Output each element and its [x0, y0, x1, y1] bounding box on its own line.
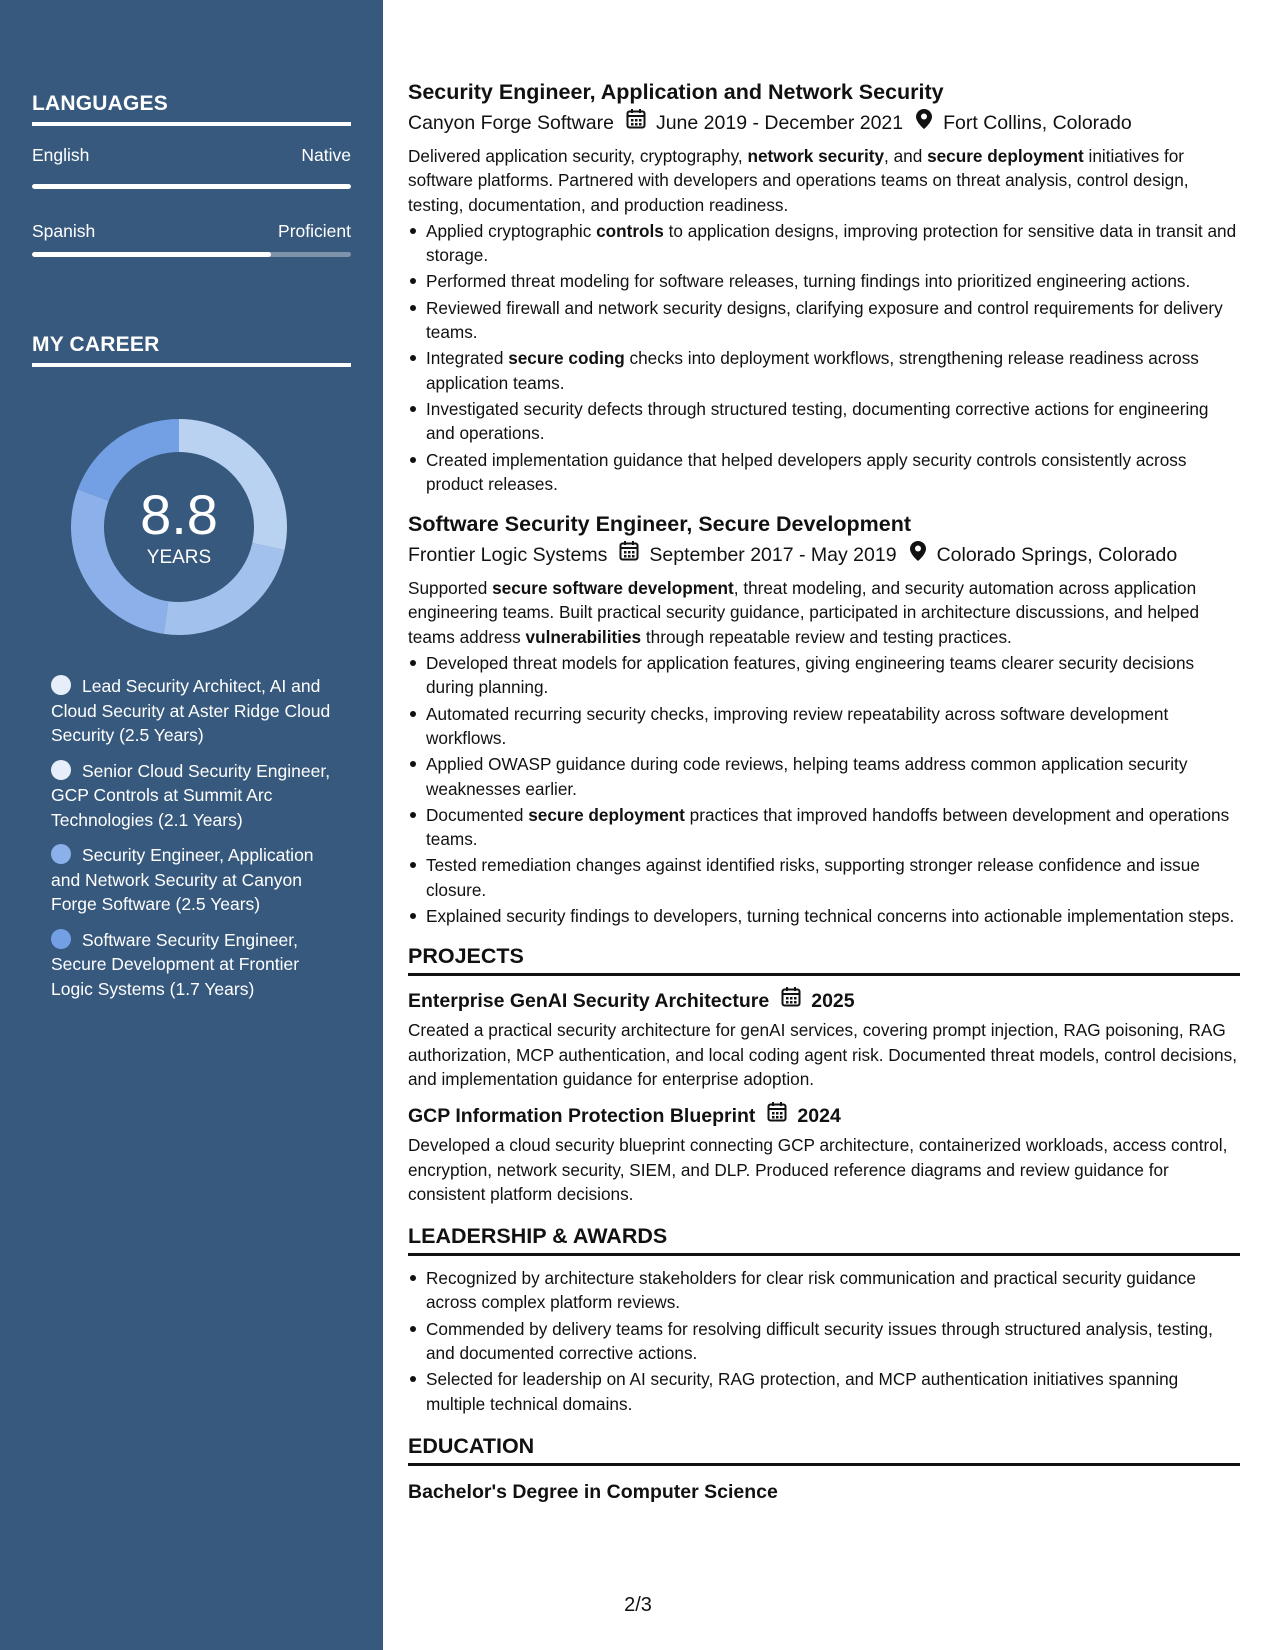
text-run: Supported: [408, 578, 493, 599]
text-run: , and: [884, 146, 928, 166]
career-donut-center: [66, 414, 292, 640]
career-list: [51, 674, 331, 1012]
list-item: Commended by delivery teams for resolving difficult security issues through structured analysis, testing, and documented corrective actions.: [408, 1317, 1240, 1366]
text-run: Developed threat models for application features, giving engineering teams clearer security decisions during planning.: [426, 653, 1195, 698]
projects-list: [408, 986, 1240, 1206]
text-run: Delivered application security, cryptography,: [408, 146, 748, 166]
map-pin-icon: [909, 540, 927, 570]
text-run: Tested remediation changes against identified risks, supporting stronger release confidence and issue closure.: [426, 855, 1200, 900]
project-entry: [408, 1101, 1240, 1206]
calendar-icon: [619, 540, 639, 570]
text-run: Investigated security defects through structured testing, documenting corrective actions for engineering and operations.: [426, 398, 1209, 444]
job-summary: [408, 144, 1240, 217]
job-bullets: [408, 219, 1240, 496]
company-name: Canyon Forge Software: [408, 112, 614, 134]
bold-keyword: secure coding: [508, 348, 625, 369]
career-item: [51, 928, 331, 1002]
list-item: [408, 904, 1240, 928]
job-entry: [408, 78, 1240, 496]
language-row-english: [32, 145, 351, 166]
career-item: [51, 843, 331, 917]
career-legend-dot: [51, 844, 71, 864]
job-entry: [408, 510, 1240, 928]
leadership-heading: LEADERSHIP & AWARDS: [408, 1224, 1240, 1256]
bold-keyword: vulnerabilities: [525, 626, 642, 647]
list-item: [408, 269, 1240, 293]
job-bullets: [408, 651, 1240, 928]
career-total-years: 8.8: [140, 483, 218, 546]
projects-heading: PROJECTS: [408, 944, 1240, 976]
language-level: Native: [301, 145, 351, 165]
career-item: [51, 674, 331, 748]
project-description: Created a practical security architecture for genAI services, covering prompt injection, RAG poisoning, RAG authorization, MCP authentication, and local coding agent risk. Documented threat models, control decisions, and implementation guidance for enterprise adoption.: [408, 1020, 1237, 1089]
text-run: to application designs, improving protection for sensitive data in transit and storage.: [426, 220, 1237, 266]
career-legend-dot: [51, 760, 71, 780]
calendar-icon: [781, 986, 801, 1016]
bold-keyword: secure software development: [492, 578, 734, 599]
list-item: [408, 853, 1240, 902]
career-item-text: Senior Cloud Security Engineer, GCP Controls at Summit Arc Technologies (2.1 Years): [51, 760, 331, 830]
job-title: Security Engineer, Application and Network Security: [408, 80, 944, 104]
language-row-spanish: [32, 221, 351, 242]
career-item: [51, 759, 331, 833]
list-item: [408, 702, 1240, 751]
education-degree: Bachelor's Degree in Computer Science: [408, 1480, 778, 1503]
list-item: [408, 448, 1240, 497]
languages-heading: LANGUAGES: [32, 92, 351, 126]
education-heading: EDUCATION: [408, 1434, 1240, 1466]
calendar-icon: [626, 108, 646, 138]
language-bar-spanish: [32, 252, 351, 257]
career-legend-dot: [51, 929, 71, 949]
company-name: Frontier Logic Systems: [408, 544, 608, 567]
text-run: Applied cryptographic: [426, 220, 597, 241]
sidebar: [0, 0, 383, 1650]
list-item: [408, 803, 1240, 852]
career-item-text: Software Security Engineer, Secure Development at Frontier Logic Systems (1.7 Years): [51, 929, 300, 999]
language-bar-fill: [32, 184, 351, 189]
text-run: Reviewed firewall and network security designs, clarifying exposure and control requirements for delivery teams.: [426, 297, 1223, 343]
leadership-list: [408, 1266, 1240, 1416]
language-level: Proficient: [278, 221, 351, 241]
project-header: [408, 1101, 1240, 1131]
experience-section: [408, 78, 1240, 928]
text-run: initiatives for software platforms. Partnered with developers and operations teams on threat analysis, control design, testing, documentation, and production readiness.: [408, 146, 1189, 215]
job-dates: September 2017 - May 2019: [649, 544, 897, 567]
map-pin-icon: [915, 108, 933, 138]
career-total-unit: YEARS: [146, 547, 212, 568]
job-location: Colorado Springs, Colorado: [936, 544, 1178, 567]
bold-keyword: secure deployment: [927, 146, 1084, 166]
list-item: [408, 219, 1240, 268]
career-item-text: Lead Security Architect, AI and Cloud Security at Aster Ridge Cloud Security (2.5 Years): [51, 676, 331, 745]
text-run: Documented: [426, 804, 529, 825]
text-run: Applied OWASP guidance during code reviews, helping teams address common application security weaknesses earlier.: [426, 754, 1188, 799]
text-run: Automated recurring security checks, improving review repeatability across software development workflows.: [426, 703, 1169, 748]
text-run: Performed threat modeling for software releases, turning findings into prioritized engineering actions.: [426, 271, 1191, 292]
text-run: Created implementation guidance that helped developers apply security controls consistently across product releases.: [426, 449, 1187, 494]
project-year: 2024: [797, 1105, 841, 1128]
list-item: [408, 651, 1240, 700]
main-content: [408, 78, 1240, 1506]
list-item: [408, 397, 1240, 446]
list-item: [408, 752, 1240, 801]
text-run: checks into deployment workflows, strengthening release readiness across application teams.: [426, 348, 1199, 393]
list-item: [408, 346, 1240, 395]
project-entry: [408, 986, 1240, 1091]
language-bar-english: [32, 184, 351, 189]
bold-keyword: secure deployment: [528, 804, 685, 825]
page-number: 2/3: [624, 1594, 652, 1616]
bold-keyword: controls: [596, 220, 664, 241]
job-location: Fort Collins, Colorado: [943, 112, 1132, 134]
project-title: Enterprise GenAI Security Architecture: [408, 990, 770, 1013]
job-title: Software Security Engineer, Secure Development: [408, 512, 912, 537]
text-run: Integrated: [426, 348, 509, 369]
career-legend-dot: [51, 675, 71, 695]
bold-keyword: network security: [747, 146, 885, 166]
job-summary: [408, 576, 1240, 649]
text-run: , threat modeling, and security automation across application engineering teams. Built practical security guidance, participated in architecture discussions, and helped teams address: [408, 578, 1200, 647]
career-heading: MY CAREER: [32, 333, 351, 367]
text-run: Explained security findings to developers, turning technical concerns into actionable implementation steps.: [426, 906, 1235, 927]
project-description: Developed a cloud security blueprint connecting GCP architecture, containerized workloads, access control, encryption, network security, SIEM, and DLP. Produced reference diagrams and review guidance for consistent platform decisions.: [408, 1135, 1228, 1204]
list-item: Recognized by architecture stakeholders for clear risk communication and practical security guidance across complex platform reviews.: [408, 1266, 1240, 1315]
project-year: 2025: [811, 990, 855, 1013]
job-meta: [408, 108, 1240, 138]
text-run: practices that improved handoffs between development and operations teams.: [426, 804, 1230, 850]
language-name: English: [32, 145, 90, 165]
project-title: GCP Information Protection Blueprint: [408, 1105, 756, 1128]
list-item: [408, 296, 1240, 345]
career-item-text: Security Engineer, Application and Network Security at Canyon Forge Software (2.5 Years): [51, 845, 314, 914]
project-header: [408, 986, 1240, 1016]
job-meta: [408, 540, 1240, 570]
calendar-icon: [767, 1101, 787, 1131]
job-dates: June 2019 - December 2021: [655, 112, 904, 134]
language-bar-fill: [32, 252, 271, 257]
language-name: Spanish: [32, 221, 96, 241]
text-run: through repeatable review and testing practices.: [641, 626, 1012, 647]
list-item: Selected for leadership on AI security, RAG protection, and MCP authentication initiatives spanning multiple technical domains.: [408, 1367, 1240, 1416]
